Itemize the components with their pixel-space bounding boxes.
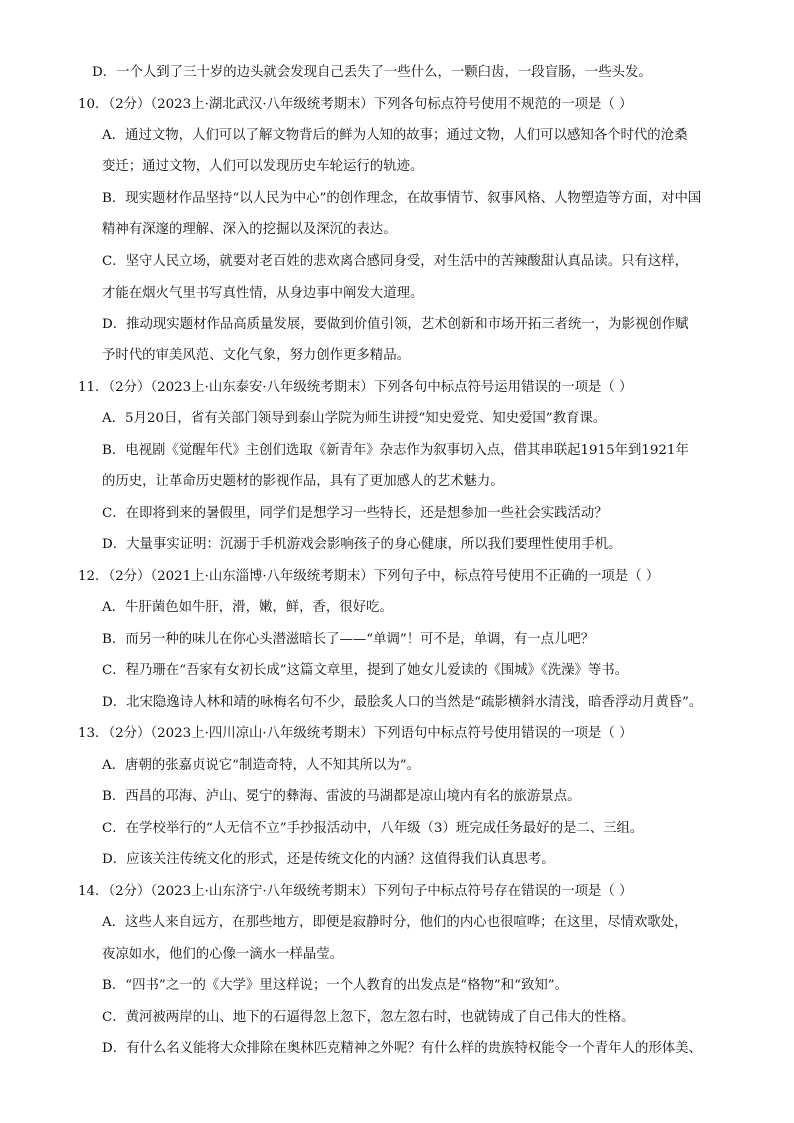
option-line: C．程乃珊在“吾家有女初长成”这篇文章里，提到了她女儿爱读的《围城》《洗澡》等书。 <box>102 663 629 678</box>
option-line: B．而另一种的味儿在你心头潜滋暗长了——“单调”！可不是，单调，有一点儿吧？ <box>102 632 595 647</box>
option-line: A．5月20日，省有关部门领导到泰山学院为师生讲授“知史爱党、知史爱国”教育课。 <box>102 411 607 426</box>
option-continuation: 夜凉如水，他们的心像一滴水一样晶莹。 <box>102 947 344 962</box>
option-line: B．现实题材作品坚持“以人民为中心”的创作理念，在故事情节、叙事风格、人物塑造等方面，对中国 <box>102 191 702 206</box>
option-line: A．唐朝的张嘉贞说它“制造奇特，人不知其所以为”。 <box>102 758 420 773</box>
option-line: A．牛肝菌色如牛肝，滑，嫩，鲜，香，很好吃。 <box>102 600 393 615</box>
option-line: C．在即将到来的暑假里，同学们是想学习一些特长，还是想参加一些社会实践活动？ <box>102 506 608 521</box>
question-stem-14: 14．（2分）（2023上·山东济宁·八年级统考期末）下列句子中标点符号存在错误的一项是（ ） <box>78 884 633 899</box>
option-line: D．一个人到了三十岁的边头就会发现自己丢失了一些什么，一颗臼齿，一段盲肠，一些头发。 <box>92 65 652 80</box>
question-stem-13: 13．（2分）（2023上·四川凉山·八年级统考期末）下列语句中标点符号使用错误的一项是（ ） <box>78 726 633 741</box>
option-continuation: 才能在烟火气里书写真性情，从身边事中阐发大道理。 <box>102 286 424 301</box>
question-stem-10: 10．（2分）（2023上·湖北武汉·八年级统考期末）下列各句标点符号使用不规范的一项是（ ） <box>78 97 633 112</box>
question-stem-11: 11．（2分）（2023上·山东泰安·八年级统考期末）下列各句中标点符号运用错误的一项是（ ） <box>78 380 633 395</box>
option-line: B．电视剧《觉醒年代》主创们选取《新青年》杂志作为叙事切入点，借其串联起1915年到1921年 <box>102 443 689 458</box>
option-continuation: 精神有深邃的理解、深入的挖掘以及深沉的表达。 <box>102 222 397 237</box>
option-line: A．这些人来自远方，在那些地方，即便是寂静时分，他们的内心也很喧哗；在这里，尽情欢歌处， <box>102 915 688 930</box>
option-line: D．应该关注传统文化的形式，还是传统文化的内涵？这值得我们认真思考。 <box>102 852 555 867</box>
question-stem-12: 12．（2分）（2021上·山东淄博·八年级统考期末）下列句子中，标点符号使用不正确的一项是（ ） <box>78 569 660 584</box>
option-line: D．北宋隐逸诗人林和靖的咏梅名句不少，最脍炙人口的当然是“疏影横斜水清浅，暗香浮动月黄昏”。 <box>102 695 703 710</box>
option-line: D．有什么名义能将大众排除在奥林匹克精神之外呢？有什么样的贵族特权能令一个青年人的形体美、 <box>102 1041 702 1056</box>
option-continuation: 变迁；通过文物，人们可以发现历史车轮运行的轨迹。 <box>102 159 424 174</box>
option-line: D．推动现实题材作品高质量发展，要做到价值引领，艺术创新和市场开拓三者统一，为影视创作赋 <box>102 317 689 332</box>
option-line: C．坚守人民立场，就要对老百姓的悲欢离合感同身受，对生活中的苦辣酸甜认真品读。只有这样， <box>102 254 689 269</box>
option-line: A．通过文物，人们可以了解文物背后的鲜为人知的故事；通过文物，人们可以感知各个时代的沧桑 <box>102 128 688 143</box>
option-line: C．黄河被两岸的山、地下的石逼得忽上忽下，忽左忽右时，也就铸成了自己伟大的性格。 <box>102 1010 635 1025</box>
option-line: B．“四书”之一的《大学》里这样说；一个人教育的出发点是“格物”和“致知”。 <box>102 978 569 993</box>
option-line: B．西昌的邛海、泸山、冕宁的彝海、雷波的马湖都是凉山境内有名的旅游景点。 <box>102 789 581 804</box>
option-continuation: 的历史，让革命历史题材的影视作品，具有了更加感人的艺术魅力。 <box>102 474 504 489</box>
option-line: D．大量事实证明：沉溺于手机游戏会影响孩子的身心健康，所以我们要理性使用手机。 <box>102 537 622 552</box>
option-continuation: 予时代的审美风范、文化气象，努力创作更多精品。 <box>102 348 410 363</box>
option-line: C．在学校举行的“人无信不立”手抄报活动中，八年级（3）班完成任务最好的是二、三组。 <box>102 821 644 836</box>
